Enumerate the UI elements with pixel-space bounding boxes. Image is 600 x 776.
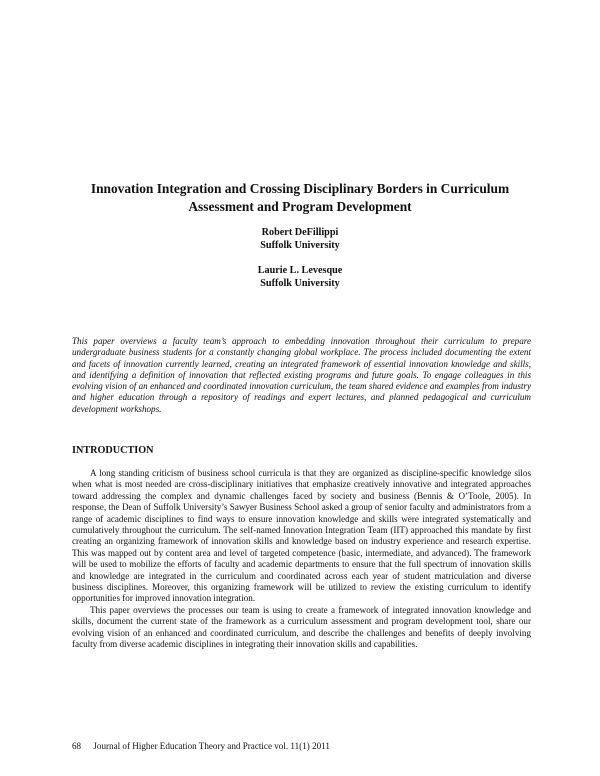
body-text [72,468,531,651]
author-affiliation: Suffolk University [260,240,340,251]
paper-title: Innovation Integration and Crossing Disciplinary Borders in Curriculum Assessment and Program Development [90,181,510,214]
author-block [60,226,540,252]
page-footer [72,741,330,752]
author-list [60,226,540,290]
author-block [60,264,540,290]
section-heading: INTRODUCTION [72,445,154,456]
author-affiliation: Suffolk University [260,278,340,289]
journal-citation: Journal of Higher Education Theory and Practice vol. 11(1) 2011 [93,741,330,751]
author-name: Robert DeFillippi [261,227,339,238]
paragraph: This paper overviews the processes our team is using to create a framework of integrated innovation knowledge and skills, document the current state of the framework as a curriculum assessment and program development tool, share our evolving vision of an enhanced and coordinated curriculum, and describe the challenges and benefits of deeply involving faculty from diverse academic disciplines in integrating their innovation skills and capabilities. [72,604,531,650]
author-name: Laurie L. Levesque [257,265,343,276]
paragraph: A long standing criticism of business school curricula is that they are organized as discipline-specific knowledge silos when what is most needed are cross-disciplinary initiatives that emphasize creatively innovative and integrated approaches toward addressing the complex and dynamic challenges faced by society and business (Bennis & O’Toole, 2005). In response, the Dean of Suffolk University’s Sawyer Business School asked a group of senior faculty and administrators from a range of academic disciplines to find ways to ensure innovation knowledge and skills were integrated systematically and cumulatively throughout the curriculum. The self-named Innovation Integration Team (IIT) approached this mandate by first creating an organizing framework of innovation skills and knowledge based on industry experience and research expertise. This was mapped out by content area and level of targeted competence (basic, intermediate, and advanced). The framework will be used to mobilize the efforts of faculty and academic departments to ensure that the full spectrum of innovation skills and knowledge are integrated in the curriculum and coordinated across each year of student matriculation and diverse business disciplines. Moreover, this organizing framework will be utilized to review the existing curriculum to identify opportunities for improved innovation integration. [72,468,531,604]
abstract: This paper overviews a faculty team’s approach to embedding innovation throughout their curriculum to prepare undergraduate business students for a constantly changing global workplace. The process included documenting the extent and facets of innovation currently learned, creating an integrated framework of essential innovation knowledge and skills, and identifying a definition of innovation that reflected existing programs and future goals. To engage colleagues in this evolving vision of an enhanced and coordinated innovation curriculum, the team shared evidence and examples from industry and higher education through a repository of readings and expert lectures, and planned pedagogical and curriculum development workshops. [72,336,531,414]
page-number: 68 [72,741,82,751]
